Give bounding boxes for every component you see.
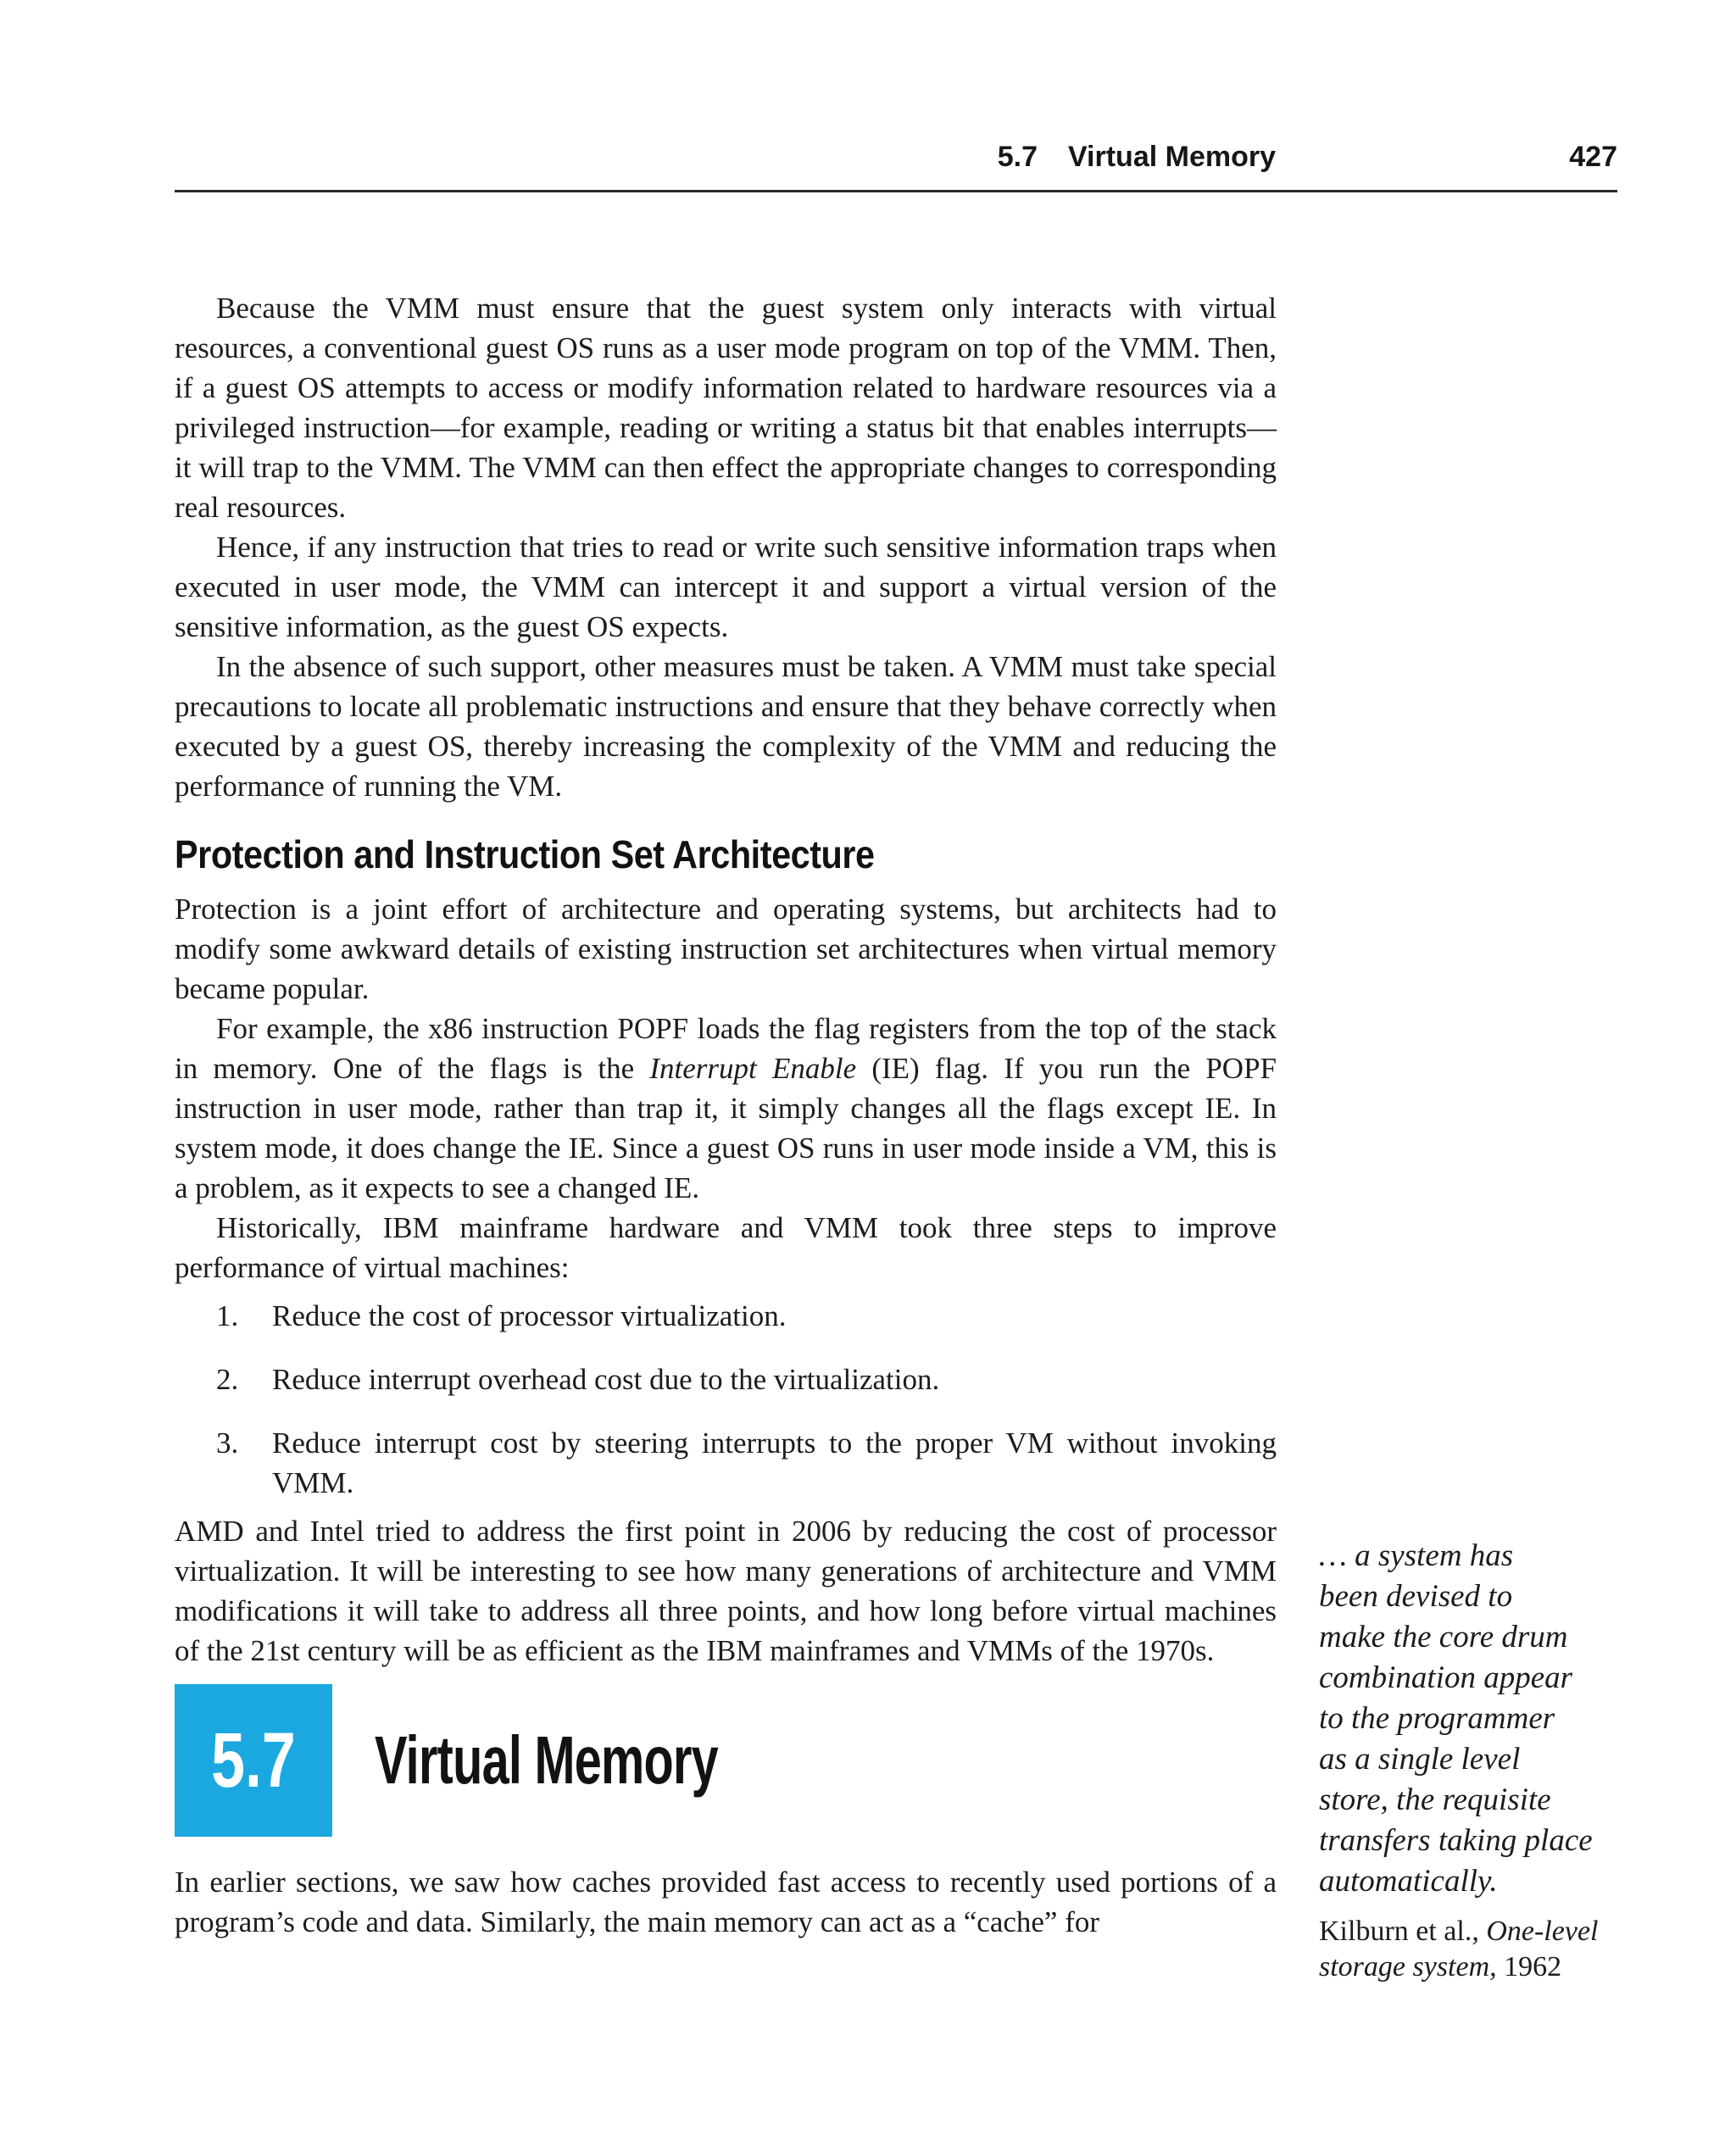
- popf-text-before-italic: For example, the x86 instruction POPF loads the flag registers from the top of the stack in memory. One of the flags is the: [175, 1012, 1277, 1085]
- quote-line: as a single level: [1319, 1742, 1521, 1777]
- paragraph-ibm-three-steps: Historically, IBM mainframe hardware and VMM took three steps to improve performance of virtual machines:: [175, 1211, 1277, 1284]
- list-item-text: Reduce the cost of processor virtualization.: [272, 1299, 787, 1332]
- citation-year: 1962: [1496, 1951, 1562, 1983]
- list-item: [216, 1423, 1277, 1503]
- list-item-text: Reduce interrupt overhead cost due to the virtualization.: [272, 1363, 940, 1396]
- paragraph-vmm-precautions: In the absence of such support, other measures must be taken. A VMM must take special precautions to locate all problematic instructions and ensure that they behave correctly when executed by a guest OS, thereby increasing the complexity of the VMM and reducing the performance of running the VM.: [175, 650, 1277, 803]
- quote-line: store, the requisite: [1319, 1782, 1551, 1817]
- paragraph-trap-sensitive-info: Hence, if any instruction that tries to read or write such sensitive information traps when executed in user mode, the VMM can intercept it and support a virtual version of the sensitive information, as the guest OS expects.: [175, 531, 1277, 643]
- paragraph-amd-intel: AMD and Intel tried to address the first point in 2006 by reducing the cost of processor virtualization. It will be interesting to see how many generations of architecture and VMM modifications it will take to address all three points, and how long before virtual machines of the 21st century will be as efficient as the IBM mainframes and VMMs of the 1970s.: [175, 1515, 1277, 1667]
- paragraph-vmm-guest-os: Because the VMM must ensure that the guest system only interacts with virtual resources, a conventional guest OS runs as a user mode program on top of the VMM. Then, if a guest OS attempts to access or modify information related to hardware resources via a privileged instruction—for example, reading or writing a status bit that enables interrupts—it will trap to the VMM. The VMM can then effect the appropriate changes to corresponding real resources.: [175, 292, 1277, 524]
- paragraph-popf-example: [175, 1009, 1277, 1208]
- paragraph-protection-joint-effort: Protection is a joint effort of architecture and operating systems, but architects had to modify some awkward details of existing instruction set architectures when virtual memory became popular.: [175, 893, 1277, 1005]
- list-item-text: Reduce interrupt cost by steering interrupts to the proper VM without invoking VMM.: [272, 1426, 1277, 1499]
- quote-line: to the programmer: [1319, 1701, 1555, 1736]
- section-number: 5.7: [211, 1717, 296, 1804]
- section-banner: [175, 1684, 1277, 1837]
- quote-line: transfers taking place: [1319, 1823, 1593, 1858]
- section-title: Virtual Memory: [375, 1722, 718, 1798]
- citation-line: [1319, 1914, 1641, 1949]
- list-item-number: 3.: [216, 1426, 239, 1460]
- quote-citation: [1319, 1914, 1641, 1985]
- page-number: 427: [1569, 141, 1617, 173]
- quote-line: … a system has: [1319, 1538, 1514, 1573]
- running-head-section-title: Virtual Memory: [1067, 141, 1276, 173]
- numbered-list: [175, 1296, 1277, 1503]
- list-item: [216, 1296, 1277, 1336]
- paragraph-earlier-sections: In earlier sections, we saw how caches provided fast access to recently used portions of a program’s code and data. Similarly, the main memory can act as a “cache” for: [175, 1866, 1277, 1938]
- citation-line: [1319, 1949, 1641, 1985]
- list-item-number: 2.: [216, 1363, 239, 1396]
- main-column: [175, 288, 1277, 1942]
- running-head: [175, 141, 1617, 176]
- running-head-section: [998, 141, 1276, 174]
- quote-line: been devised to: [1319, 1579, 1513, 1614]
- quote-line: make the core drum: [1319, 1620, 1568, 1654]
- interrupt-enable-italic: Interrupt Enable: [649, 1052, 857, 1085]
- citation-title-part2: storage system,: [1319, 1951, 1497, 1983]
- list-item: [216, 1360, 1277, 1399]
- header-rule: [175, 190, 1617, 192]
- list-item-number: 1.: [216, 1299, 239, 1332]
- citation-author: Kilburn et al.,: [1319, 1916, 1487, 1947]
- quote-line: automatically.: [1319, 1864, 1498, 1899]
- popf-text-after-italic: (IE) flag. If you run the POPF instruction in user mode, rather than trap it, it simply changes all the flags except IE. In system mode, it does change the IE. Since a guest OS runs in user mode inside a VM, this is a problem, as it expects to see a changed IE.: [175, 1052, 1277, 1204]
- section-number-box: [175, 1684, 332, 1837]
- citation-title-part1: One-level: [1486, 1916, 1599, 1947]
- quote-line: combination appear: [1319, 1660, 1573, 1695]
- running-head-section-number: 5.7: [997, 141, 1038, 173]
- margin-quote: [1319, 1536, 1641, 1902]
- margin-note: [1319, 1536, 1641, 1985]
- subsection-heading: Protection and Instruction Set Architecture: [175, 832, 875, 876]
